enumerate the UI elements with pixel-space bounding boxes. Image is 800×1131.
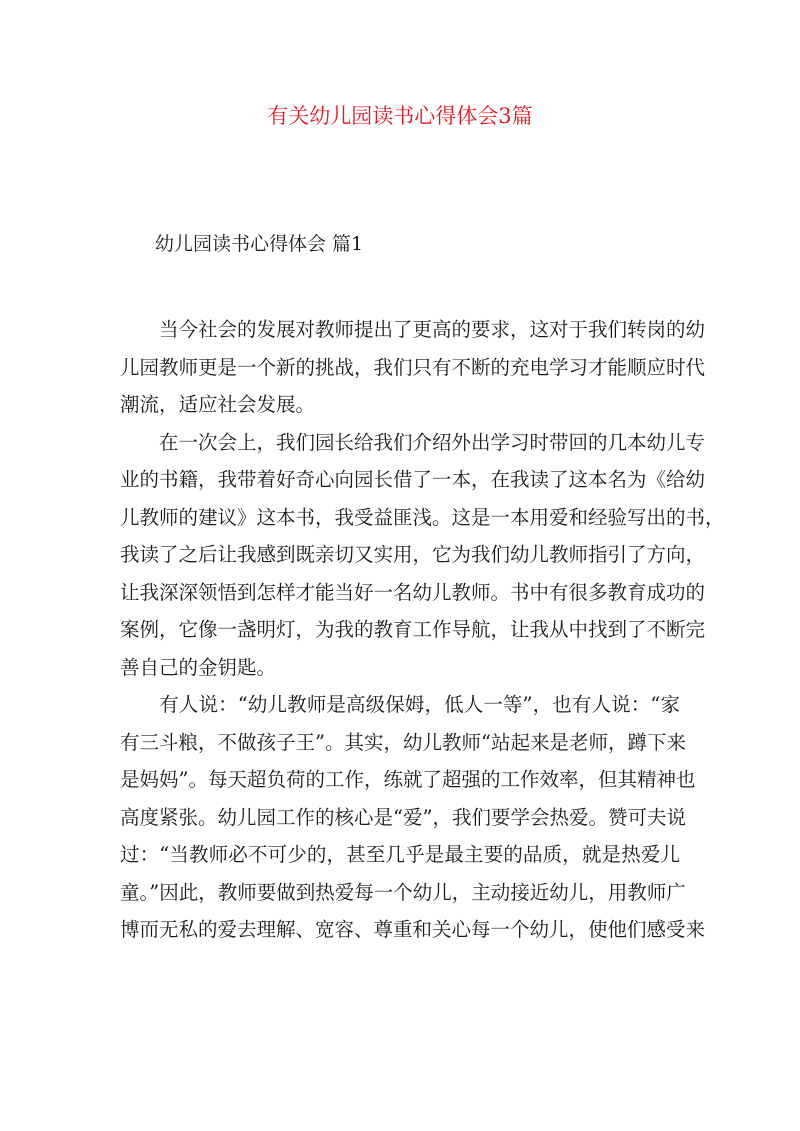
document-title: 有关幼儿园读书心得体会3篇 bbox=[267, 104, 533, 128]
paragraph-line: 儿园教师更是一个新的挑战，我们只有不断的充电学习才能顺应时代 bbox=[120, 355, 706, 379]
paragraph-line: 高度紧张。幼儿园工作的核心是“爱”，我们要学会热爱。赞可夫说 bbox=[120, 805, 686, 829]
document-body bbox=[120, 311, 725, 949]
paragraph-line: 我读了之后让我感到既亲切又实用，它为我们幼儿教师指引了方向， bbox=[120, 543, 706, 566]
paragraph-line: 博而无私的爱去理解、宽容、尊重和关心每一个幼儿，使他们感受来 bbox=[120, 918, 706, 941]
paragraph-line: 业的书籍，我带着好奇心向园长借了一本，在我读了这本名为《给幼 bbox=[120, 468, 706, 491]
paragraph-3 bbox=[120, 686, 706, 949]
paragraph-2 bbox=[120, 424, 725, 687]
paragraph-line: 当今社会的发展对教师提出了更高的要求，这对于我们转岗的幼 bbox=[120, 318, 706, 341]
paragraph-line: 有人说：“幼儿教师是高级保姆，低人一等”，也有人说：“家 bbox=[120, 693, 680, 716]
paragraph-line: 有三斗粮，不做孩子王”。其实，幼儿教师“站起来是老师，蹲下来 bbox=[120, 730, 686, 754]
paragraph-line: 过：“当教师必不可少的，甚至几乎是最主要的品质，就是热爱儿 bbox=[120, 843, 680, 866]
paragraph-line: 在一次会上，我们园长给我们介绍外出学习时带回的几本幼儿专 bbox=[120, 430, 706, 454]
paragraph-line: 童。”因此，教师要做到热爱每一个幼儿，主动接近幼儿，用教师广 bbox=[120, 880, 686, 904]
paragraph-line: 是妈妈”。每天超负荷的工作，练就了超强的工作效率，但其精神也 bbox=[120, 768, 696, 791]
paragraph-1 bbox=[120, 311, 706, 424]
section-heading: 幼儿园读书心得体会 篇1 bbox=[155, 233, 364, 255]
paragraph-line: 案例，它像一盏明灯，为我的教育工作导航，让我从中找到了不断完 bbox=[120, 618, 706, 641]
paragraph-line: 善自己的金钥匙。 bbox=[120, 655, 277, 679]
paragraph-line: 让我深深领悟到怎样才能当好一名幼儿教师。书中有很多教育成功的 bbox=[120, 580, 706, 604]
paragraph-line: 儿教师的建议》这本书，我受益匪浅。这是一本用爱和经验写出的书， bbox=[120, 505, 725, 529]
paragraph-line: 潮流，适应社会发展。 bbox=[120, 393, 316, 416]
